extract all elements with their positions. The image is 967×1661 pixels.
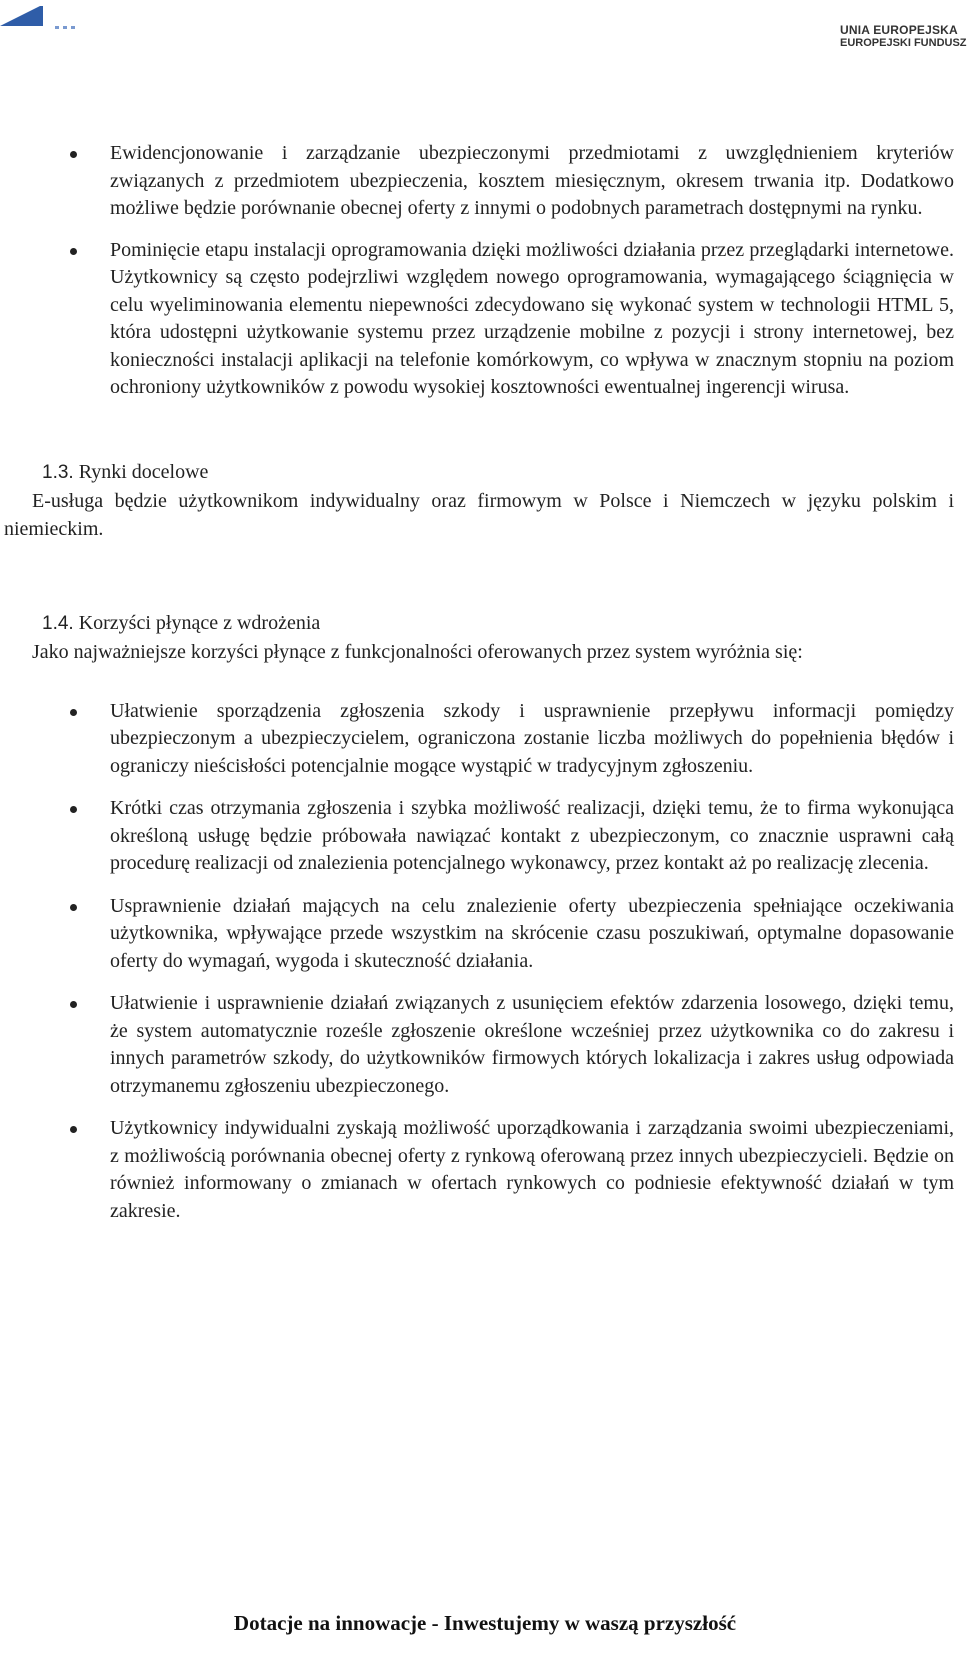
list-item: Ułatwienie sporządzenia zgłoszenia szkody i usprawnienie przepływu informacji pomiędzy ubezpieczonym a ubezpieczycielem, ograniczona zostanie liczba możliwych do popełnienia błędów i ograniczy nieścisłości potencjalnie mogące wystąpić w tradycyjnym zgłoszeniu.	[0, 698, 960, 781]
section-heading	[0, 458, 960, 487]
benefits-list	[0, 698, 960, 1226]
program-logo-icon	[0, 0, 80, 30]
list-item: Ułatwienie i usprawnienie działań związanych z usunięciem efektów zdarzenia losowego, dzięki temu, że system automatycznie roześle zgłoszenie określone wcześniej przez użytkownika co do zakresu i innych parametrów szkody, do użytkowników firmowych których lokalizacja i zakres usług odpowiada otrzymanemu zgłoszeniu ubezpieczonego.	[0, 990, 960, 1100]
eu-logo-line1: UNIA EUROPEJSKA	[840, 23, 958, 37]
feature-list	[0, 140, 960, 402]
page-header	[0, 0, 967, 49]
list-item: Usprawnienie działań mających na celu znalezienie oferty ubezpieczenia spełniające oczekiwania użytkownika, wpływające przede wszystkim na skrócenie czasu poszukiwań, optymalne dopasowanie oferty do wymagań, wygoda i skuteczność działania.	[0, 893, 960, 976]
section-number: 1.4.	[42, 612, 74, 634]
document-body	[0, 140, 960, 1225]
section-title: Rynki docelowe	[78, 460, 209, 483]
list-item: Krótki czas otrzymania zgłoszenia i szybka możliwość realizacji, dzięki temu, że to firma wykonująca określoną usługę będzie próbowała nawiązać kontakt z ubezpieczonym, co znacznie usprawni całą procedurę realizacji od znalezienia potencjalnego wykonawcy, przez kontakt aż po realizację zlecenia.	[0, 795, 960, 878]
section-paragraph: Jako najważniejsze korzyści płynące z funkcjonalności oferowanych przez system wyróżnia się:	[32, 640, 803, 663]
page-footer: Dotacje na innowacje - Inwestujemy w waszą przyszłość	[233, 1611, 737, 1635]
list-item: Użytkownicy indywidualni zyskają możliwość uporządkowania i zarządzania swoimi ubezpieczeniami, z możliwością porównania obecnej oferty z rynkową oferowaną przez innych ubezpieczycieli. Będzie on również informowany o zmianach w ofertach rynkowych co podniesie efektywność działań w tym zakresie.	[0, 1115, 960, 1225]
section-number: 1.3.	[42, 461, 74, 483]
section-title: Korzyści płynące z wdrożenia	[78, 611, 321, 634]
section-paragraph: E-usługa będzie użytkownikom indywidualny oraz firmowym w Polsce i Niemczech w języku polskim i niemieckim.	[4, 489, 954, 540]
list-item: Ewidencjonowanie i zarządzanie ubezpieczonymi przedmiotami z uwzględnieniem kryteriów związanych z przedmiotem ubezpieczenia, kosztem miesięcznym, okresem trwania itp. Dodatkowo możliwe będzie porównanie obecnej oferty z innymi o podobnych parametrach dostępnymi na rynku.	[0, 140, 960, 223]
list-item: Pominięcie etapu instalacji oprogramowania dzięki możliwości działania przez przeglądarki internetowe. Użytkownicy są często podejrzliwi względem nowego oprogramowania, wymagającego ściągnięcia w celu wyeliminowania elementu niepewności zdecydowano się wykonać system w technologii HTML 5, która udostępni użytkowanie systemu przez urządzenie mobilne z pozycji i strony internetowej, bez konieczności instalacji aplikacji na telefonie komórkowym, co wpływa w znacznym stopniu na poziom ochroniony użytkowników z powodu wysokiej kosztowności ewentualnej ingerencji wirusa.	[0, 237, 960, 402]
eu-logo-line2: EUROPEJSKI FUNDUSZ	[840, 37, 967, 49]
eu-logo	[840, 23, 967, 49]
section-heading	[0, 609, 960, 638]
